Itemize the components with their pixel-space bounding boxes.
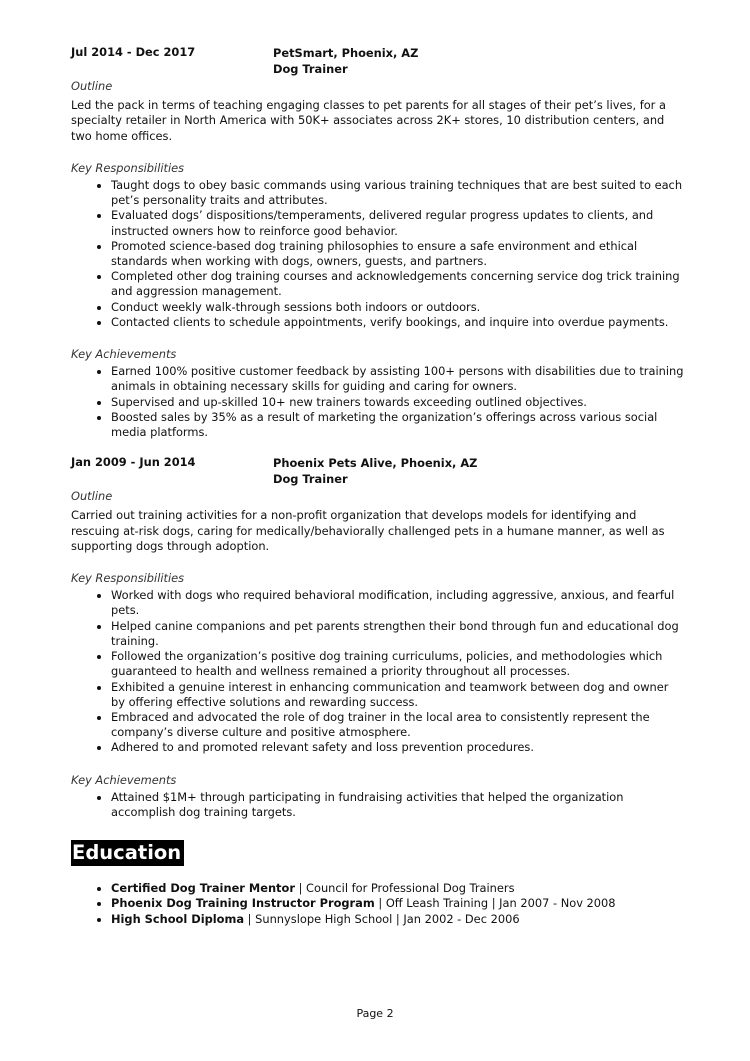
list-item: • Attained $1M+ through participating in fundraising activities that helped the organization accomplish dog training targets. — [111, 790, 686, 820]
job-header — [71, 45, 686, 77]
list-item: • Completed other dog training courses and acknowledgements concerning service dog trick training and aggression management. — [111, 269, 686, 299]
responsibilities-list — [71, 588, 686, 755]
job-employer-block — [273, 455, 477, 487]
job-header — [71, 455, 686, 487]
list-item: • Supervised and up-skilled 10+ new trainers towards exceeding outlined objectives. — [111, 395, 686, 410]
education-list — [71, 881, 686, 927]
education-heading: Education — [71, 840, 184, 866]
list-item: • Helped canine companions and pet parents strengthen their bond through fun and educational dog training. — [111, 619, 686, 649]
job-entry — [71, 45, 686, 440]
list-item: • Conduct weekly walk-through sessions both indoors or outdoors. — [111, 300, 686, 315]
education-details: | Sunnyslope High School | Jan 2002 - Dec 2006 — [244, 911, 520, 926]
education-degree: Certified Dog Trainer Mentor — [111, 881, 295, 896]
list-item: • Exhibited a genuine interest in enhancing communication and teamwork between dog and owner by offering effective solutions and rewarding success. — [111, 680, 686, 710]
achievements-label: Key Achievements — [71, 347, 177, 362]
education-details: | Council for Professional Dog Trainers — [294, 881, 515, 896]
education-item — [111, 896, 686, 911]
job-employer: Phoenix Pets Alive, Phoenix, AZ — [273, 456, 478, 471]
achievements-list — [71, 364, 686, 440]
responsibilities-list — [71, 178, 686, 330]
list-item: • Worked with dogs who required behavioral modification, including aggressive, anxious, and fearful pets. — [111, 588, 686, 618]
job-entry — [71, 455, 686, 820]
responsibilities-label: Key Responsibilities — [71, 571, 185, 586]
achievements-label: Key Achievements — [71, 772, 177, 787]
list-item: • Evaluated dogs’ dispositions/temperaments, delivered regular progress updates to clients, and instructed owners how to reinforce good behavior. — [111, 208, 686, 238]
outline-label: Outline — [71, 79, 113, 93]
outline-text: Led the pack in terms of teaching engaging classes to pet parents for all stages of their pet’s lives, for a specialty retailer in North America with 50K+ associates across 2K+ stores, 10 distribution centers, and two home offices. — [71, 98, 666, 143]
education-details: | Off Leash Training | Jan 2007 - Nov 2008 — [374, 896, 616, 911]
list-item: • Contacted clients to schedule appointments, verify bookings, and inquire into overdue payments. — [111, 315, 686, 330]
job-title: Dog Trainer — [273, 472, 348, 487]
resume-page — [71, 45, 686, 927]
list-item: • Taught dogs to obey basic commands using various training techniques that are best suited to each pet’s personality traits and attributes. — [111, 178, 686, 208]
list-item: • Boosted sales by 35% as a result of marketing the organization’s offerings across various social media platforms. — [111, 410, 686, 440]
education-degree: Phoenix Dog Training Instructor Program — [111, 896, 375, 911]
job-title: Dog Trainer — [273, 62, 348, 76]
job-dates: Jan 2009 - Jun 2014 — [71, 455, 196, 470]
outline-label: Outline — [71, 489, 113, 504]
job-employer: PetSmart, Phoenix, AZ — [273, 46, 419, 60]
list-item: • Earned 100% positive customer feedback by assisting 100+ persons with disabilities due to training animals in obtaining necessary skills for guiding and caring for owners. — [111, 364, 686, 394]
education-item — [111, 881, 686, 896]
list-item: • Embraced and advocated the role of dog trainer in the local area to consistently represent the company’s diverse culture and positive atmosphere. — [111, 710, 686, 740]
education-item — [111, 912, 686, 927]
list-item: • Adhered to and promoted relevant safety and loss prevention procedures. — [111, 740, 686, 755]
achievements-list — [71, 790, 686, 820]
responsibilities-label: Key Responsibilities — [71, 160, 185, 175]
job-employer-block — [273, 45, 418, 77]
list-item: • Promoted science-based dog training philosophies to ensure a safe environment and ethical standards when working with dogs, owners, guests, and partners. — [111, 239, 686, 269]
page-number: Page 2 — [356, 1007, 394, 1020]
list-item: • Followed the organization’s positive dog training curriculums, policies, and methodologies which guaranteed to health and wellness remained a priority throughout all processes. — [111, 649, 686, 679]
job-dates: Jul 2014 - Dec 2017 — [71, 45, 196, 59]
education-degree: High School Diploma — [111, 911, 245, 926]
outline-text: Carried out training activities for a non-profit organization that develops models for identifying and rescuing at-risk dogs, caring for medically/behaviorally challenged pets in a humane manner, as well as supporting dogs through adoption. — [71, 508, 665, 553]
